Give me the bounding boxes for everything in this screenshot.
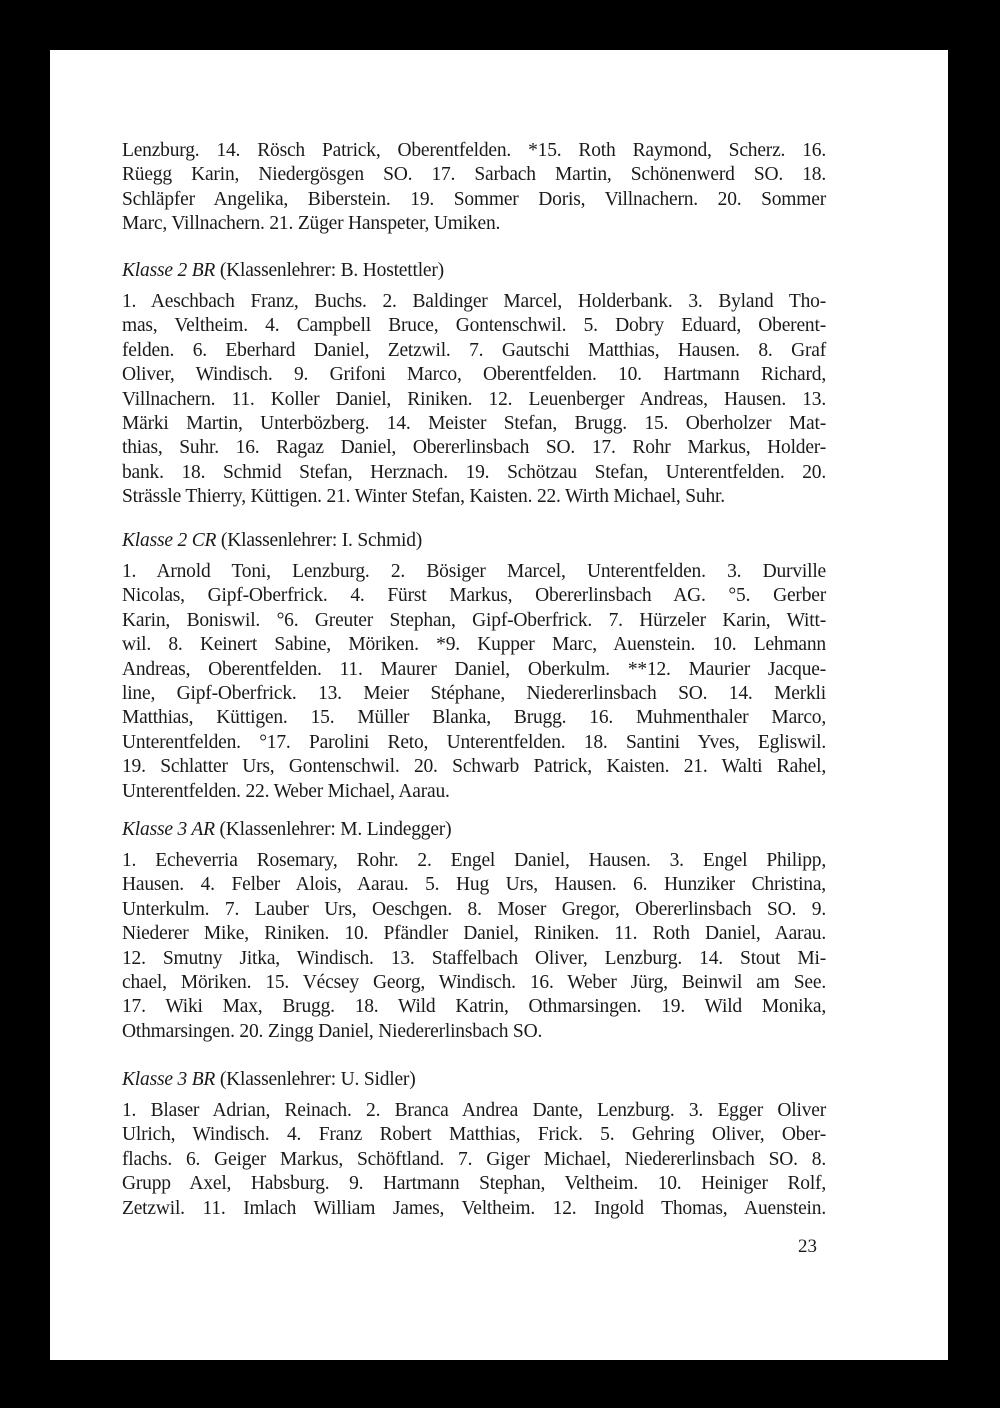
text-line: Unterkulm. 7. Lauber Urs, Oeschgen. 8. Moser Gregor, Obererlinsbach SO. 9. (122, 898, 826, 920)
text-line: 1. Arnold Toni, Lenzburg. 2. Bösiger Marcel, Unterentfelden. 3. Durville (122, 561, 826, 582)
text-line: Zetzwil. 11. Imlach William James, Veltheim. 12. Ingold Thomas, Auenstein. (122, 1197, 826, 1219)
text-line: Marc, Villnachern. 21. Züger Hanspeter, Umiken. (122, 213, 501, 235)
text-line: mas, Veltheim. 4. Campbell Bruce, Gontenschwil. 5. Dobry Eduard, Oberent- (122, 315, 826, 337)
class-label: Klasse 2 BR (122, 260, 216, 281)
text-line: thias, Suhr. 16. Ragaz Daniel, Obererlinsbach SO. 17. Rohr Markus, Holder- (122, 437, 826, 459)
text-line: bank. 18. Schmid Stefan, Herznach. 19. Schötzau Stefan, Unterentfelden. 20. (122, 461, 826, 483)
text-line: Matthias, Küttigen. 15. Müller Blanka, Brugg. 16. Muhmenthaler Marco, (122, 707, 826, 729)
teacher-label: (Klassenlehrer: I. Schmid) (220, 530, 423, 551)
text-line: Rüegg Karin, Niedergösgen SO. 17. Sarbach Martin, Schönenwerd SO. 18. (122, 164, 826, 186)
class-label: Klasse 2 CR (122, 530, 217, 551)
text-line: 1. Echeverria Rosemary, Rohr. 2. Engel Daniel, Hausen. 3. Engel Philipp, (122, 850, 826, 871)
text-line: 1. Aeschbach Franz, Buchs. 2. Baldinger Marcel, Holderbank. 3. Byland Tho- (122, 291, 826, 312)
section-3br (122, 1067, 826, 1221)
class-label: Klasse 3 BR (122, 1069, 216, 1090)
teacher-label: (Klassenlehrer: B. Hostettler) (219, 260, 444, 281)
text-line: Märki Martin, Unterbözberg. 14. Meister Stefan, Brugg. 15. Oberholzer Mat- (122, 412, 826, 434)
text-line: 12. Smutny Jitka, Windisch. 13. Staffelbach Oliver, Lenzburg. 14. Stout Mi- (122, 947, 826, 969)
text-line: felden. 6. Eberhard Daniel, Zetzwil. 7. Gautschi Matthias, Hausen. 8. Graf (122, 339, 826, 361)
section-2cr (122, 528, 826, 804)
class-label: Klasse 3 AR (122, 819, 215, 840)
text-line: Oliver, Windisch. 9. Grifoni Marco, Oberentfelden. 10. Hartmann Richard, (122, 364, 826, 386)
text-line: Ulrich, Windisch. 4. Franz Robert Matthias, Frick. 5. Gehring Oliver, Ober- (122, 1124, 826, 1146)
section-2br (122, 258, 826, 510)
text-line: Villnachern. 11. Koller Daniel, Riniken. 12. Leuenberger Andreas, Hausen. 13. (122, 388, 826, 410)
text-line: Hausen. 4. Felber Alois, Aarau. 5. Hug Urs, Hausen. 6. Hunziker Christina, (122, 874, 826, 896)
text-line: wil. 8. Keinert Sabine, Möriken. *9. Kupper Marc, Auenstein. 10. Lehmann (122, 634, 826, 656)
class-heading (122, 528, 826, 554)
section-3ar (122, 817, 826, 1044)
class-heading (122, 817, 826, 843)
text-line: Schläpfer Angelika, Biberstein. 19. Sommer Doris, Villnachern. 20. Sommer (122, 188, 826, 210)
text-line: Niederer Mike, Riniken. 10. Pfändler Daniel, Riniken. 11. Roth Daniel, Aarau. (122, 923, 826, 945)
text-line: chael, Möriken. 15. Vécsey Georg, Windisch. 16. Weber Jürg, Beinwil am See. (122, 971, 826, 993)
text-line: Lenzburg. 14. Rösch Patrick, Oberentfelden. *15. Roth Raymond, Scherz. 16. (122, 140, 826, 161)
text-line: flachs. 6. Geiger Markus, Schöftland. 7. Giger Michael, Niedererlinsbach SO. 8. (122, 1148, 826, 1170)
text-line: Karin, Boniswil. °6. Greuter Stephan, Gipf-Oberfrick. 7. Hürzeler Karin, Witt- (122, 609, 826, 631)
class-heading (122, 258, 826, 284)
teacher-label: (Klassenlehrer: U. Sidler) (219, 1069, 416, 1090)
text-line: 17. Wiki Max, Brugg. 18. Wild Katrin, Othmarsingen. 19. Wild Monika, (122, 996, 826, 1018)
paragraph-continuation (122, 139, 826, 237)
text-line: Unterentfelden. °17. Parolini Reto, Unterentfelden. 18. Santini Yves, Egliswil. (122, 731, 826, 753)
document-page (50, 50, 948, 1360)
text-line: Nicolas, Gipf-Oberfrick. 4. Fürst Markus, Obererlinsbach AG. °5. Gerber (122, 585, 826, 607)
teacher-label: (Klassenlehrer: M. Lindegger) (219, 819, 452, 840)
text-line: 19. Schlatter Urs, Gontenschwil. 20. Schwarb Patrick, Kaisten. 21. Walti Rahel, (122, 756, 826, 778)
text-line: 1. Blaser Adrian, Reinach. 2. Branca Andrea Dante, Lenzburg. 3. Egger Oliver (122, 1100, 826, 1121)
text-line: Unterentfelden. 22. Weber Michael, Aarau. (122, 780, 450, 802)
page-number: 23 (798, 1236, 817, 1257)
text-line: Grupp Axel, Habsburg. 9. Hartmann Stephan, Veltheim. 10. Heiniger Rolf, (122, 1173, 826, 1195)
text-line: Othmarsingen. 20. Zingg Daniel, Niedererlinsbach SO. (122, 1020, 543, 1042)
text-line: Andreas, Oberentfelden. 11. Maurer Daniel, Oberkulm. **12. Maurier Jacque- (122, 658, 826, 680)
text-line: Strässle Thierry, Küttigen. 21. Winter Stefan, Kaisten. 22. Wirth Michael, Suhr. (122, 486, 725, 508)
class-heading (122, 1067, 826, 1093)
text-line: line, Gipf-Oberfrick. 13. Meier Stéphane, Niedererlinsbach SO. 14. Merkli (122, 682, 826, 704)
